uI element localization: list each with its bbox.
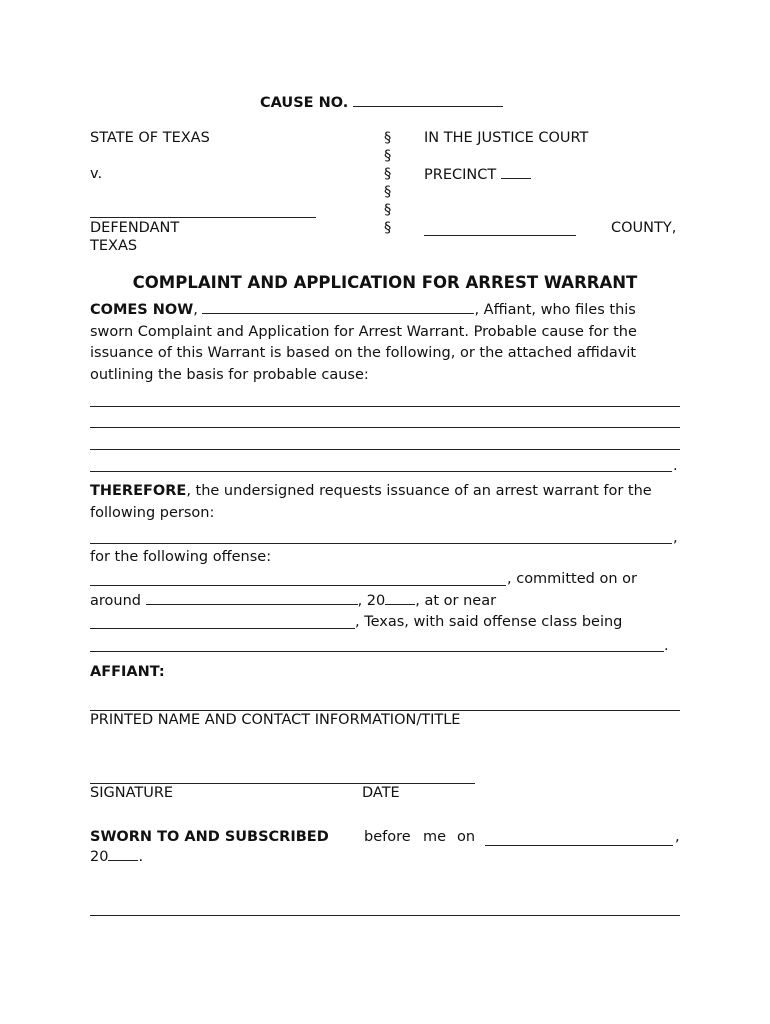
- sworn-line: [90, 828, 329, 846]
- sworn-period: .: [138, 849, 144, 865]
- court-label: IN THE JUSTICE COURT: [424, 130, 589, 146]
- affiant-label: AFFIANT:: [90, 664, 165, 680]
- probable-cause-line-3[interactable]: [90, 449, 680, 450]
- committed-text: , committed on or: [507, 571, 637, 587]
- printed-name-label: PRINTED NAME AND CONTACT INFORMATION/TITLE: [90, 712, 461, 728]
- comma: ,: [193, 302, 198, 318]
- offense-intro: for the following offense:: [90, 549, 272, 565]
- sworn-label: SWORN TO AND SUBSCRIBED: [90, 829, 329, 845]
- comes-now-label: COMES NOW: [90, 302, 194, 318]
- comes-now-line-2: sworn Complaint and Application for Arrest Warrant. Probable cause for the: [90, 323, 637, 340]
- section-symbol: §: [384, 220, 392, 236]
- comes-now-line-1: [90, 300, 682, 322]
- comes-now-after: , Affiant, who files this: [474, 302, 636, 318]
- cause-number-line: [260, 93, 503, 112]
- signature-label: SIGNATURE: [90, 785, 174, 801]
- texas-label: TEXAS: [90, 238, 138, 254]
- therefore-label: THEREFORE: [90, 483, 187, 499]
- therefore-rest: , the undersigned requests issuance of an arrest warrant for the: [186, 483, 652, 499]
- therefore-line-2: following person:: [90, 504, 215, 521]
- comes-now-line-3: issuance of this Warrant is based on the following, or the attached affidavit: [90, 345, 637, 362]
- section-symbol: §: [384, 148, 392, 164]
- sworn-year-blank[interactable]: [108, 847, 138, 861]
- person-name-blank[interactable]: [90, 543, 672, 544]
- sworn-before: before: [364, 829, 411, 845]
- defendant-label: DEFENDANT: [90, 220, 180, 236]
- cause-number-label: CAUSE NO.: [260, 95, 349, 111]
- around-line: [90, 591, 496, 610]
- person-comma: ,: [673, 530, 678, 546]
- sworn-me: me: [423, 829, 447, 845]
- texas-class-text: , Texas, with said offense class being: [355, 614, 623, 630]
- year-prefix: , 20: [357, 593, 386, 609]
- precinct-label: PRECINCT: [424, 167, 497, 183]
- officer-signature-blank[interactable]: [90, 915, 680, 916]
- sworn-on: on: [457, 829, 476, 845]
- versus-label: v.: [90, 166, 103, 182]
- affiant-name-blank[interactable]: [202, 300, 474, 314]
- cause-number-blank[interactable]: [353, 93, 503, 107]
- offense-class-blank[interactable]: [90, 651, 664, 652]
- offense-blank[interactable]: [90, 585, 506, 586]
- state-of-texas: STATE OF TEXAS: [90, 130, 210, 146]
- probable-cause-line-2[interactable]: [90, 427, 680, 428]
- county-label: COUNTY,: [611, 220, 677, 236]
- precinct-blank[interactable]: [501, 165, 531, 179]
- at-or-near: , at or near: [415, 593, 497, 609]
- comes-now-paragraph: [90, 300, 682, 387]
- sworn-date-blank[interactable]: [485, 845, 673, 846]
- date-label: DATE: [362, 785, 400, 801]
- around-label: around: [90, 593, 141, 609]
- county-blank[interactable]: [424, 235, 576, 236]
- probable-cause-period: .: [673, 458, 678, 474]
- sworn-comma: ,: [675, 829, 680, 845]
- sworn-year-prefix: 20: [90, 849, 109, 865]
- probable-cause-line-4[interactable]: [90, 471, 672, 472]
- defendant-name-blank[interactable]: [90, 217, 316, 218]
- probable-cause-line-1[interactable]: [90, 406, 680, 407]
- section-symbol: §: [384, 202, 392, 218]
- section-symbols: [384, 129, 391, 237]
- offense-date-blank[interactable]: [146, 591, 358, 605]
- location-blank[interactable]: [90, 628, 355, 629]
- therefore-paragraph: [90, 481, 682, 524]
- document-title: COMPLAINT AND APPLICATION FOR ARREST WARRANT: [132, 273, 638, 292]
- section-symbol: §: [384, 166, 392, 182]
- section-symbol: §: [384, 130, 392, 146]
- offense-class-period: .: [664, 638, 669, 654]
- offense-year-blank[interactable]: [385, 591, 415, 605]
- comes-now-line-4: outlining the basis for probable cause:: [90, 367, 369, 384]
- sworn-year-line: [90, 847, 143, 866]
- precinct-line: [424, 165, 531, 184]
- section-symbol: §: [384, 184, 392, 200]
- therefore-line-1: [90, 481, 682, 503]
